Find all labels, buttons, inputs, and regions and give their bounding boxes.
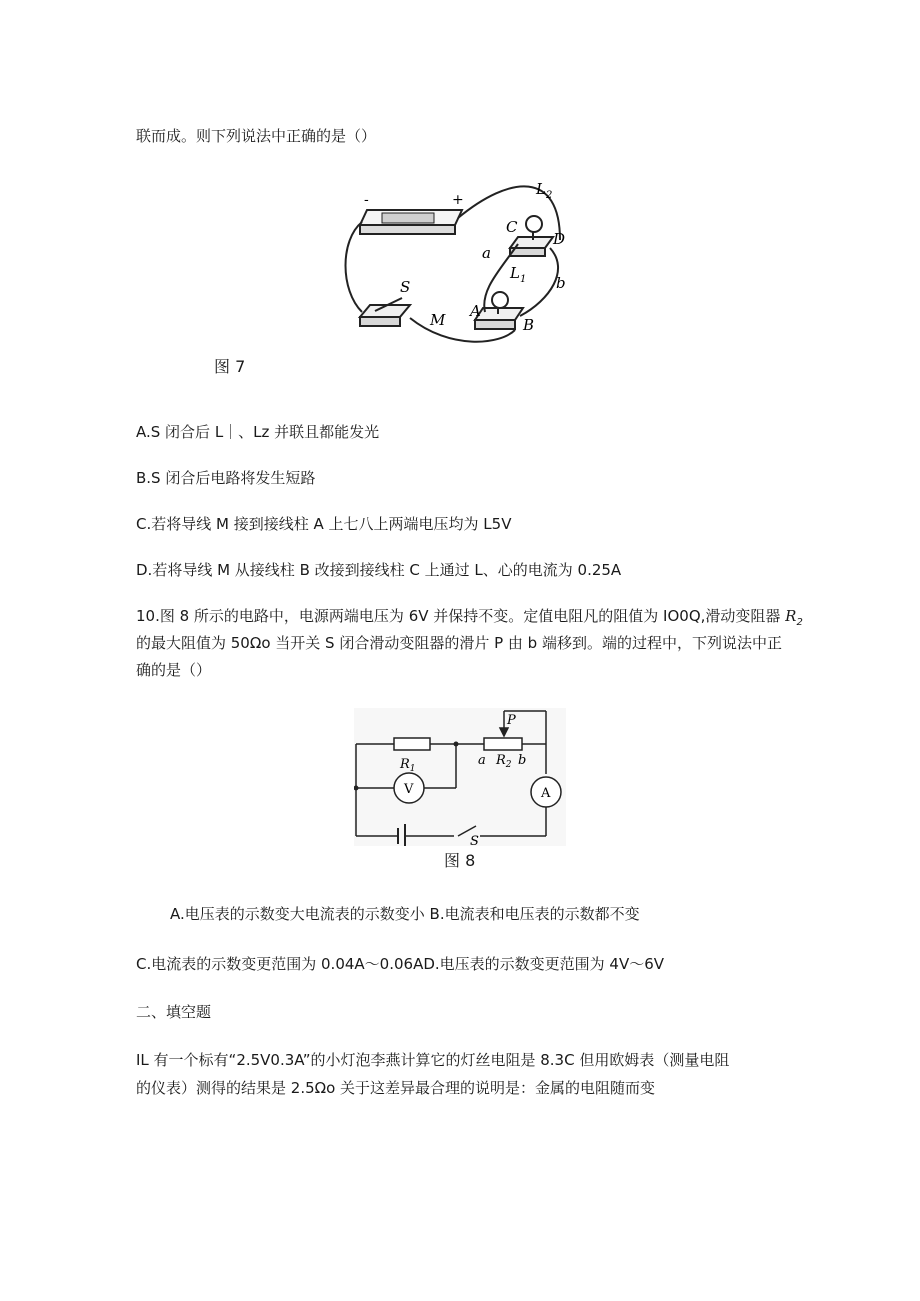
fig7-label-L2: $L_2$ (536, 180, 553, 201)
q10-line-2: 的最大阻值为 50Ωo 当开关 S 闭合滑动变阻器的滑片 P 由 b 端移到。端的过程中，下列说法中正 (136, 634, 782, 652)
fill-q1-line-1: IL 有一个标有“2.5V0.3A”的小灯泡李燕计算它的灯丝电阻是 8.3C 但用欧姆表（测量电阻 (136, 1051, 730, 1069)
fig7-minus: - (364, 192, 369, 208)
q10-options-line-2: C.电流表的示数变更范围为 0.04A～0.06AD.电压表的示数变更范围为 4V～6V (136, 955, 665, 973)
figure-7-circuit (330, 180, 590, 350)
q9-option-c: C.若将导线 M 接到接线柱 A 上七八上两端电压均为 L5V (136, 515, 512, 533)
q9-option-a: A.S 闭合后 L｜、Lz 并联且都能发光 (136, 423, 380, 441)
fig8-label-R2: $R_2$ (496, 753, 512, 770)
q10-line-1 (136, 606, 803, 633)
fig8-label-R1: $R_1$ (400, 757, 416, 774)
intro-line: 联而成。则下列说法中正确的是（） (136, 127, 377, 145)
fig7-label-S: S (400, 278, 411, 296)
fig7-label-A: A (470, 302, 481, 320)
fig8-ammeter-A: A (541, 786, 551, 801)
q9-option-b: B.S 闭合后电路将发生短路 (136, 469, 316, 487)
q10-line-3: 确的是（） (136, 661, 212, 679)
fig8-label-P: P (507, 713, 516, 728)
figure-8-caption: 图 8 (444, 851, 476, 870)
section-heading: 二、填空题 (136, 1003, 212, 1021)
q10-line-1-text: 10.图 8 所示的电路中，电源两端电压为 6V 并保持不变。定值电阻凡的阻值为 IO0Q,滑动变阻器 (136, 607, 786, 625)
fig8-voltmeter-V: V (404, 782, 414, 797)
fig7-label-L1: $L_1$ (510, 264, 527, 285)
fig7-label-C: C (506, 218, 518, 236)
fig7-plus: + (452, 192, 464, 208)
fig7-label-M: M (430, 311, 446, 329)
figure-7-caption: 图 7 (214, 357, 246, 376)
fill-q1-line-2: 的仪表）测得的结果是 2.5Ωo 关于这差异最合理的说明是：金属的电阻随而变 (136, 1079, 656, 1097)
fig7-label-b: b (556, 274, 566, 292)
fig7-label-B: B (523, 316, 535, 334)
q10-options-line-1: A.电压表的示数变大电流表的示数变小 B.电流表和电压表的示数都不变 (170, 905, 640, 923)
q10-r2-sub: 2 (796, 617, 803, 628)
figure-8-circuit (354, 708, 566, 846)
fig8-label-b: b (518, 753, 527, 768)
fig8-label-a: a (478, 753, 486, 768)
q9-option-d: D.若将导线 M 从接线柱 B 改接到接线柱 C 上通过 L、心的电流为 0.25A (136, 561, 622, 579)
fig7-label-a: a (482, 244, 491, 262)
fig8-label-S: S (470, 834, 479, 846)
fig7-label-D: D (553, 230, 566, 248)
q10-r2-var: R (785, 607, 797, 625)
